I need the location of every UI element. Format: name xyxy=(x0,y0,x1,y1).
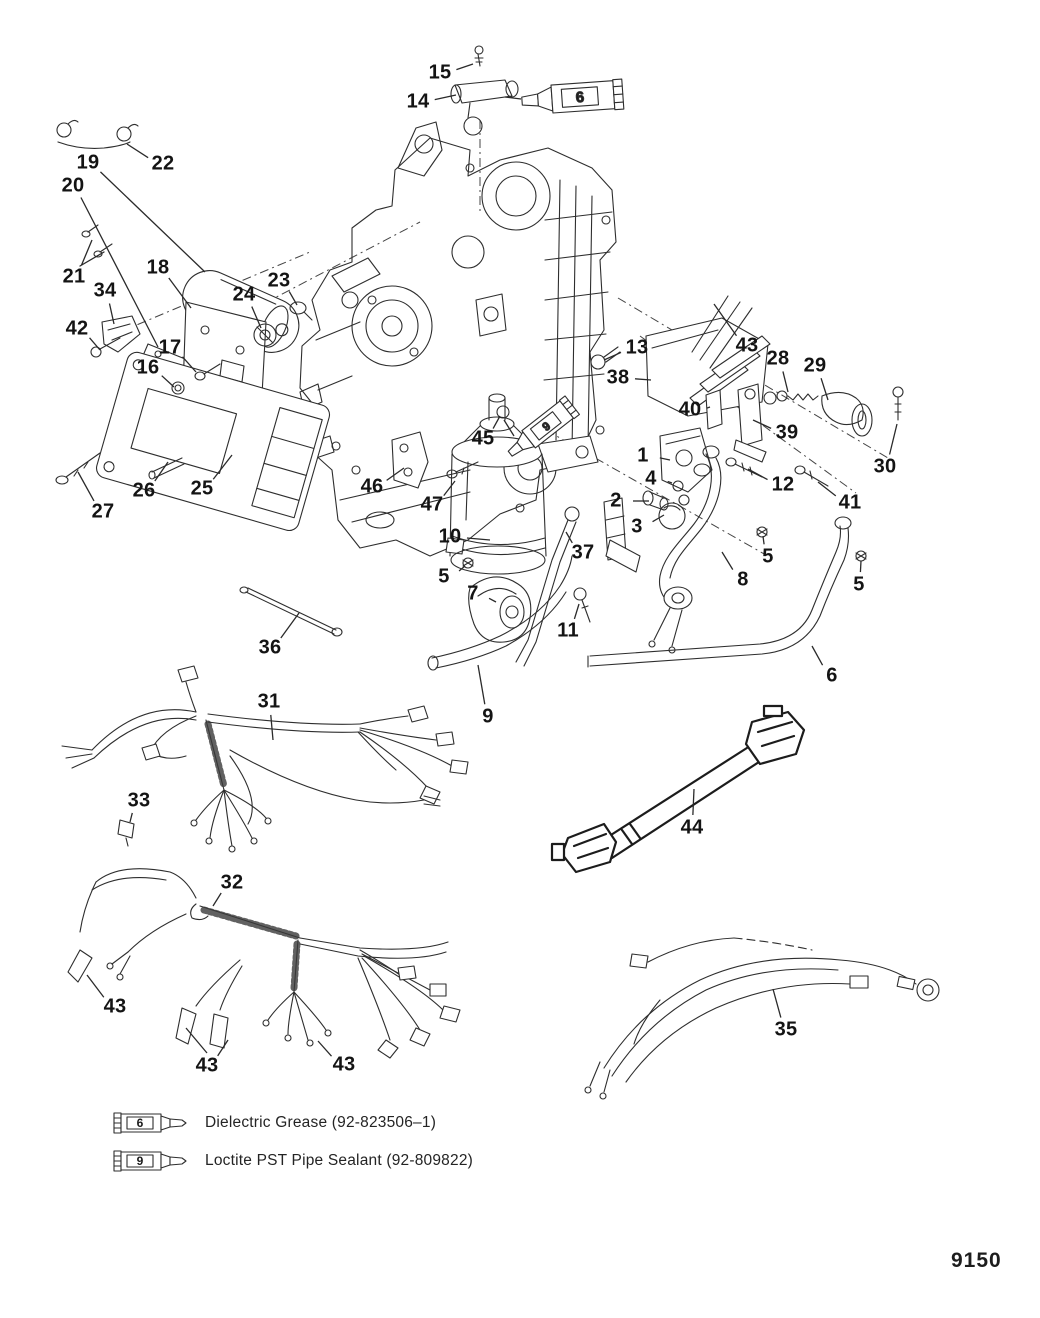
bolt-11 xyxy=(574,588,590,622)
relay-34 xyxy=(102,316,140,352)
callout-25: 25 xyxy=(190,477,214,500)
legend-text: Loctite PST Pipe Sealant (92-809822) xyxy=(205,1152,473,1169)
screws-21 xyxy=(80,225,112,266)
callout-34: 34 xyxy=(93,279,117,302)
legend-text: Dielectric Grease (92-823506–1) xyxy=(205,1114,437,1131)
callout-5: 5 xyxy=(853,573,865,596)
callout-5: 5 xyxy=(438,565,450,588)
nut-5-mid xyxy=(757,527,767,537)
callout-9: 9 xyxy=(482,705,494,728)
link-cable-44 xyxy=(552,706,804,872)
callout-29: 29 xyxy=(803,354,827,377)
legend-tube-number: 9 xyxy=(136,1154,144,1168)
bolt-41 xyxy=(795,466,828,486)
callout-37: 37 xyxy=(571,541,595,564)
callout-5: 5 xyxy=(762,545,774,568)
callout-17: 17 xyxy=(158,336,182,359)
legend-item-dielectric-grease xyxy=(112,1108,473,1138)
engine-block xyxy=(300,122,616,556)
callout-19: 19 xyxy=(76,151,100,174)
wire-clip-22 xyxy=(57,120,138,148)
callout-40: 40 xyxy=(678,398,702,421)
callout-27: 27 xyxy=(91,500,115,523)
callout-31: 31 xyxy=(257,690,281,713)
cable-tie-36 xyxy=(240,587,342,636)
legend-item-pipe-sealant xyxy=(112,1146,473,1176)
nut-5-right xyxy=(856,551,866,561)
callout-38: 38 xyxy=(606,366,630,389)
callout-14: 14 xyxy=(406,90,430,113)
clip-33 xyxy=(118,820,134,846)
legend xyxy=(112,1108,473,1184)
callout-43: 43 xyxy=(735,334,759,357)
callout-43: 43 xyxy=(195,1054,219,1077)
callout-47: 47 xyxy=(420,493,444,516)
callout-13: 13 xyxy=(625,336,649,359)
legend-tube-number: 6 xyxy=(136,1116,144,1130)
callout-7: 7 xyxy=(467,582,479,605)
callout-39: 39 xyxy=(775,421,799,444)
callout-20: 20 xyxy=(61,174,85,197)
callout-44: 44 xyxy=(680,816,704,839)
callout-8: 8 xyxy=(737,568,749,591)
callout-12: 12 xyxy=(771,473,795,496)
callout-23: 23 xyxy=(267,269,291,292)
callout-32: 32 xyxy=(220,871,244,894)
callout-21: 21 xyxy=(62,265,86,288)
wire-assembly-35 xyxy=(585,938,939,1099)
callout-6: 6 xyxy=(826,664,838,687)
grease-tube-marker-top xyxy=(505,79,624,116)
callout-1: 1 xyxy=(637,444,649,467)
sealant-tube-icon xyxy=(112,1148,192,1174)
callout-36: 36 xyxy=(258,636,282,659)
callout-4: 4 xyxy=(645,467,657,490)
bracket-46 xyxy=(392,432,428,488)
page-number: 9150 xyxy=(951,1249,1002,1272)
callout-15: 15 xyxy=(428,61,452,84)
grease-tube-icon xyxy=(112,1110,192,1136)
tube-marker-number: 6 xyxy=(575,88,585,107)
callout-45: 45 xyxy=(471,427,495,450)
callout-30: 30 xyxy=(873,455,897,478)
temp-sender-assembly xyxy=(451,46,518,135)
callout-11: 11 xyxy=(557,619,579,642)
leader-lines xyxy=(78,61,897,1056)
bolt-30 xyxy=(893,387,903,420)
callout-22: 22 xyxy=(151,152,175,175)
callout-24: 24 xyxy=(232,283,256,306)
callout-16: 16 xyxy=(136,356,160,379)
ecu-module-25 xyxy=(91,350,332,533)
callout-42: 42 xyxy=(65,317,89,340)
callout-41: 41 xyxy=(838,491,862,514)
callout-43: 43 xyxy=(332,1053,356,1076)
bolt-27 xyxy=(56,453,100,484)
callout-46: 46 xyxy=(360,475,384,498)
callout-35: 35 xyxy=(774,1018,798,1041)
callout-43: 43 xyxy=(103,995,127,1018)
bracket-40 xyxy=(706,390,722,429)
callout-18: 18 xyxy=(146,256,170,279)
callout-10: 10 xyxy=(438,525,462,548)
callout-28: 28 xyxy=(766,347,790,370)
wiring-harness-32 xyxy=(68,869,460,1058)
callout-3: 3 xyxy=(631,515,643,538)
callout-26: 26 xyxy=(132,479,156,502)
hose-6 xyxy=(588,517,851,667)
callout-2: 2 xyxy=(610,489,622,512)
callout-33: 33 xyxy=(127,789,151,812)
tube-marker-number: 9 xyxy=(539,419,554,434)
